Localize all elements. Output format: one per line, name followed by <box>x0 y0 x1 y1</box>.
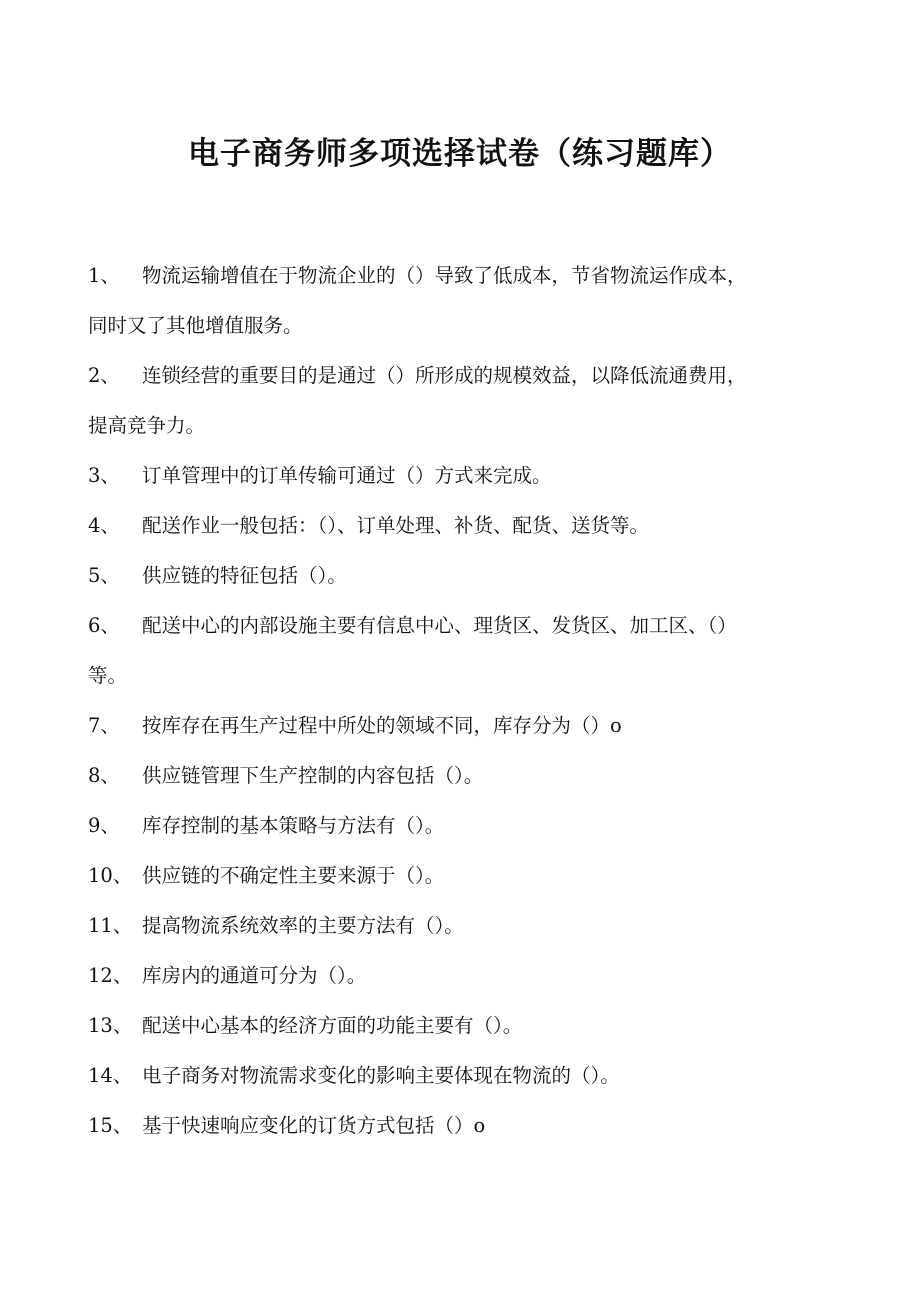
question-11 <box>88 912 464 940</box>
question-6 <box>88 612 737 640</box>
question-13 <box>88 1012 522 1040</box>
question-text: 提高物流系统效率的主要方法有（）。 <box>142 914 464 937</box>
question-9 <box>88 812 444 840</box>
question-15 <box>88 1112 485 1140</box>
question-text: 物流运输增值在于物流企业的（）导致了低成本，节省物流运作成本， <box>142 264 747 287</box>
question-number: 2、 <box>88 364 120 387</box>
question-number: 9、 <box>88 814 120 837</box>
question-8 <box>88 762 483 790</box>
question-number: 13、 <box>88 1014 133 1037</box>
question-number: 1、 <box>88 264 120 287</box>
question-text: 订单管理中的订单传输可通过（）方式来完成。 <box>142 464 552 487</box>
question-number: 5、 <box>88 564 120 587</box>
question-text: 基于快速响应变化的订货方式包括（）o <box>142 1114 486 1137</box>
question-number: 14、 <box>88 1064 133 1087</box>
question-text: 供应链的特征包括（）。 <box>142 564 347 587</box>
question-number: 11、 <box>88 914 133 937</box>
question-number: 15、 <box>88 1114 133 1137</box>
question-5 <box>88 562 347 590</box>
question-4 <box>88 512 649 540</box>
question-number: 7、 <box>88 714 120 737</box>
question-text: 库存控制的基本策略与方法有（）。 <box>142 814 445 837</box>
question-text: 电子商务对物流需求变化的影响主要体现在物流的（）。 <box>142 1064 620 1087</box>
question-text: 供应链管理下生产控制的内容包括（）。 <box>142 764 484 787</box>
question-number: 10、 <box>88 864 133 887</box>
question-number: 8、 <box>88 764 120 787</box>
question-text: 配送中心的内部设施主要有信息中心、理货区、发货区、加工区、（） <box>142 614 737 637</box>
page-title: 电子商务师多项选择试卷（练习题库） <box>188 136 732 172</box>
question-number: 3、 <box>88 464 120 487</box>
question-text: 连锁经营的重要目的是通过（）所形成的规模效益，以降低流通费用， <box>142 364 747 387</box>
question-number: 4、 <box>88 514 120 537</box>
question-number: 12、 <box>88 964 133 987</box>
question-text: 按库存在再生产过程中所处的领域不同，库存分为（）o <box>142 714 622 737</box>
question-text: 库房内的通道可分为（）。 <box>142 964 367 987</box>
question-text: 配送作业一般包括：（）、订单处理、补货、配货、送货等。 <box>142 514 650 537</box>
question-number: 6、 <box>88 614 120 637</box>
question-text: 配送中心基本的经济方面的功能主要有（）。 <box>142 1014 523 1037</box>
question-1 <box>88 262 747 290</box>
question-2-continuation: 提高竞争力。 <box>88 414 206 437</box>
question-6-continuation: 等。 <box>88 664 128 687</box>
question-1-continuation: 同时又了其他增值服务。 <box>88 314 303 337</box>
question-12 <box>88 962 366 990</box>
question-14 <box>88 1062 620 1090</box>
question-7 <box>88 712 622 740</box>
question-10 <box>88 862 444 890</box>
question-3 <box>88 462 552 490</box>
question-2 <box>88 362 747 390</box>
question-text: 供应链的不确定性主要来源于（）。 <box>142 864 445 887</box>
